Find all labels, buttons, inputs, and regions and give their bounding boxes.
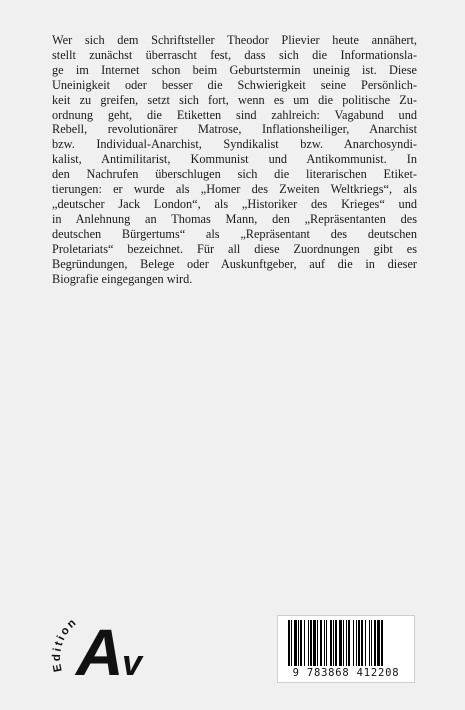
barcode-bar xyxy=(326,620,327,666)
barcode-bar xyxy=(330,620,332,666)
barcode-bar xyxy=(288,620,290,666)
barcode-bar xyxy=(348,620,350,666)
blurb-line: Proletariats“ bezeichnet. Für all diese Zuordnungen gibt es xyxy=(52,241,417,256)
blurb-line: „deutscher Jack London“, als „Historiker des Krieges“ und xyxy=(52,196,417,211)
barcode-bar xyxy=(333,620,334,666)
blurb-line: Rebell, revolutionärer Matrose, Inflationsheiliger, Anarchist xyxy=(52,122,417,137)
barcode-bar xyxy=(300,620,302,666)
blurb-line: kalist, Antimilitarist, Kommunist und Antikommunist. In xyxy=(52,152,417,167)
barcode-bar xyxy=(310,620,312,666)
barcode-bar xyxy=(343,620,344,666)
isbn-number: 9 783868 412208 xyxy=(292,667,400,679)
barcode-bar xyxy=(365,620,366,666)
barcode-bars xyxy=(288,620,404,666)
barcode-bar xyxy=(371,620,372,666)
barcode-bar xyxy=(339,620,342,666)
barcode-bar xyxy=(317,620,318,666)
blurb-line: Biografie eingegangen wird. xyxy=(52,271,193,286)
barcode-bar xyxy=(346,620,347,666)
barcode-bar xyxy=(298,620,299,666)
blurb-line: Wer sich dem Schriftsteller Theodor Plievier heute annähert, xyxy=(52,33,417,47)
barcode-bar xyxy=(377,620,380,666)
isbn-barcode xyxy=(277,615,415,683)
blurb-line: keit zu greifen, setzt sich fort, wenn es um die politische Zu- xyxy=(52,92,417,107)
barcode-bar xyxy=(308,620,309,666)
blurb-line: tierungen: er wurde als „Homer des Zweiten Weltkriegs“, als xyxy=(52,182,417,197)
blurb-line: deutschen Bürgertums“ als „Repräsentant des deutschen xyxy=(52,226,417,241)
blurb-line: Begründungen, Belege oder Auskunftgeber, auf die in dieser xyxy=(52,256,417,271)
barcode-bar xyxy=(304,620,305,666)
logo-letter-v: v xyxy=(122,642,143,683)
blurb-line: ge im Internet schon beim Geburtstermin uneinig ist. Diese xyxy=(52,62,417,77)
blurb-line: in Anlehnung an Thomas Mann, den „Repräsentanten des xyxy=(52,211,417,226)
blurb-line: den Nachrufen überschlugen sich die literarischen Etiket- xyxy=(52,167,417,182)
barcode-bar xyxy=(291,620,292,666)
barcode-bar xyxy=(361,620,363,666)
edition-av-logo xyxy=(50,575,170,685)
blurb-line: stellt zunächst überrascht fest, dass sich die Informationsla- xyxy=(52,47,417,62)
barcode-bar xyxy=(381,620,383,666)
barcode-bar xyxy=(374,620,376,666)
logo-arc-text: Edition xyxy=(50,615,80,673)
barcode-bar xyxy=(320,620,322,666)
barcode-bar xyxy=(369,620,370,666)
barcode-bar xyxy=(353,620,354,666)
barcode-bar xyxy=(356,620,357,666)
barcode-bar xyxy=(358,620,360,666)
blurb-line: bzw. Individual-Anarchist, Syndikalist bzw. Anarchosyndi- xyxy=(52,137,417,152)
barcode-bar xyxy=(335,620,337,666)
barcode-bar xyxy=(294,620,297,666)
barcode-bar xyxy=(313,620,316,666)
blurb-line: Uneinigkeit oder besser die Schwierigkeit seine Persönlich- xyxy=(52,77,417,92)
back-cover-blurb xyxy=(52,33,417,286)
logo-letter-a: A xyxy=(76,615,124,685)
blurb-line: ordnung geht, die Etiketten sind zahlreich: Vagabund und xyxy=(52,107,417,122)
barcode-bar xyxy=(324,620,325,666)
